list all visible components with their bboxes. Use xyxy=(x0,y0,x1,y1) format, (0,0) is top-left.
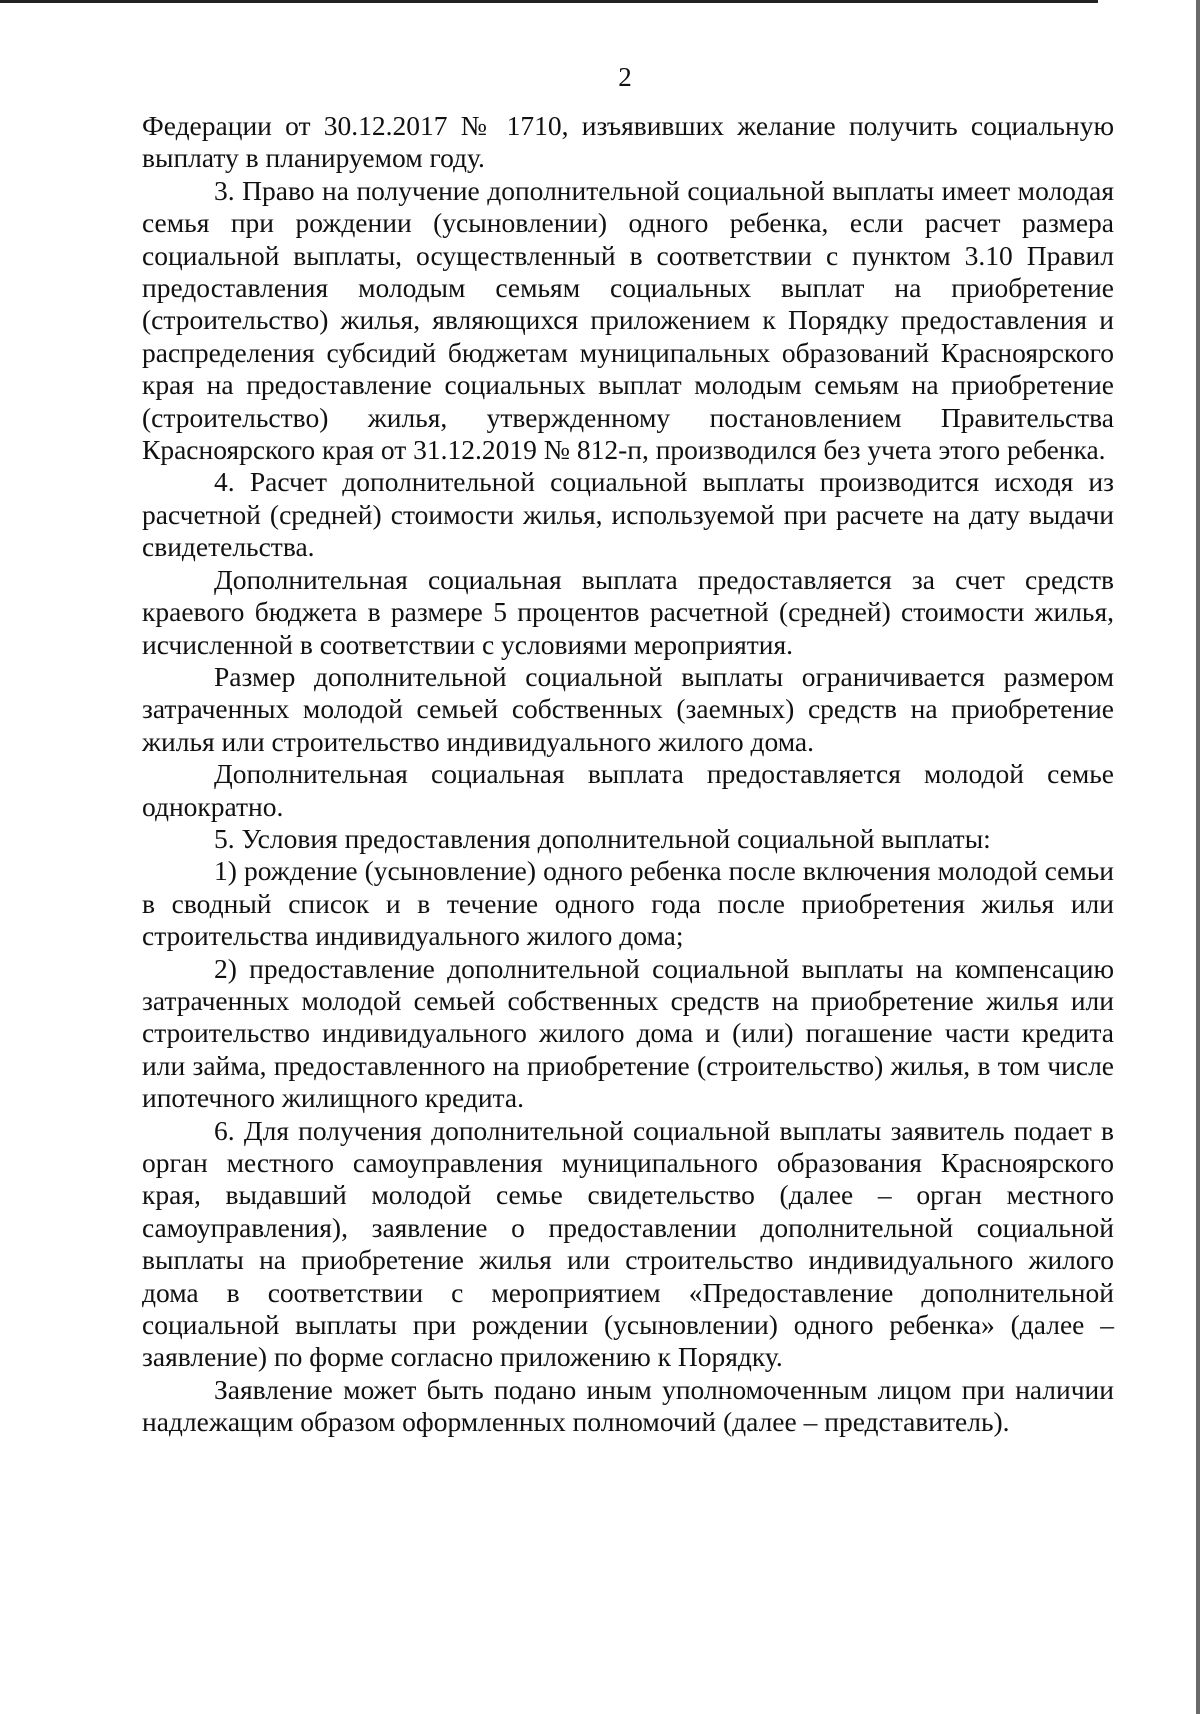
paragraph-item-5: 5. Условия предоставления дополнительной социальной выплаты: xyxy=(214,822,991,854)
scan-right-edge xyxy=(1196,0,1200,1714)
paragraph-item-6: 6. Для получения дополнительной социальной выплаты заявитель подает в орган местного самоуправления муниципального образования Красноярского края, выдавший молодой семье свидетельство (далее – орган местного самоуправления), заявление о предоставлении дополнительной социальной выплаты на приобретение жилья или строительство индивидуального жилого дома в соответствии с мероприятием «Предоставление дополнительной социальной выплаты при рождении (усыновлении) одного ребенка» (далее – заявление) по форме согласно приложению к Порядку. xyxy=(142,1114,1114,1373)
paragraph-condition-1: 1) рождение (усыновление) одного ребенка после включения молодой семьи в сводный список и в течение одного года после приобретения жилья или строительства индивидуального жилого дома; xyxy=(142,855,1114,952)
top-edge-rule xyxy=(0,0,1098,3)
paragraph-item-4: 4. Расчет дополнительной социальной выплаты производится исходя из расчетной (средней) стоимости жилья, используемой при расчете на дату выдачи свидетельства. xyxy=(142,466,1114,563)
paragraph-condition-2: 2) предоставление дополнительной социальной выплаты на компенсацию затраченных молодой семьей собственных средств на приобретение жилья или строительство индивидуального жилого дома и (или) погашение части кредита или займа, предоставленного на приобретение (строительство) жилья, в том числе ипотечного жилищного кредита. xyxy=(142,952,1114,1114)
paragraph-payment-limit: Размер дополнительной социальной выплаты ограничивается размером затраченных молодой семьей собственных (заемных) средств на приобретение жилья или строительство индивидуального жилого дома. xyxy=(142,660,1114,757)
paragraph-representative: Заявление может быть подано иным уполномоченным лицом при наличии надлежащим образом оформленных полномочий (далее – представитель). xyxy=(142,1373,1114,1438)
paragraph-continuation: Федерации от 30.12.2017 № 1710, изъявивших желание получить социальную выплату в планируемом году. xyxy=(142,110,1114,174)
paragraph-item-3: 3. Право на получение дополнительной социальной выплаты имеет молодая семья при рождении (усыновлении) одного ребенка, если расчет размера социальной выплаты, осуществленный в соответствии с пунктом 3.10 Правил предоставления молодым семьям социальных выплат на приобретение (строительство) жилья, являющихся приложением к Порядку предоставления и распределения субсидий бюджетам муниципальных образований Красноярского края на предоставление социальных выплат молодым семьям на приобретение (строительство) жилья, утвержденному постановлением Правительства Красноярского края от 31.12.2019 № 812-п, производился без учета этого ребенка. xyxy=(142,174,1114,466)
page-number: 2 xyxy=(618,62,632,92)
paragraph-payment-once: Дополнительная социальная выплата предоставляется молодой семье однократно. xyxy=(142,758,1114,822)
paragraph-payment-source: Дополнительная социальная выплата предоставляется за счет средств краевого бюджета в размере 5 процентов расчетной (средней) стоимости жилья, исчисленной в соответствии с условиями мероприятия. xyxy=(142,563,1114,660)
document-body xyxy=(142,110,1114,1439)
